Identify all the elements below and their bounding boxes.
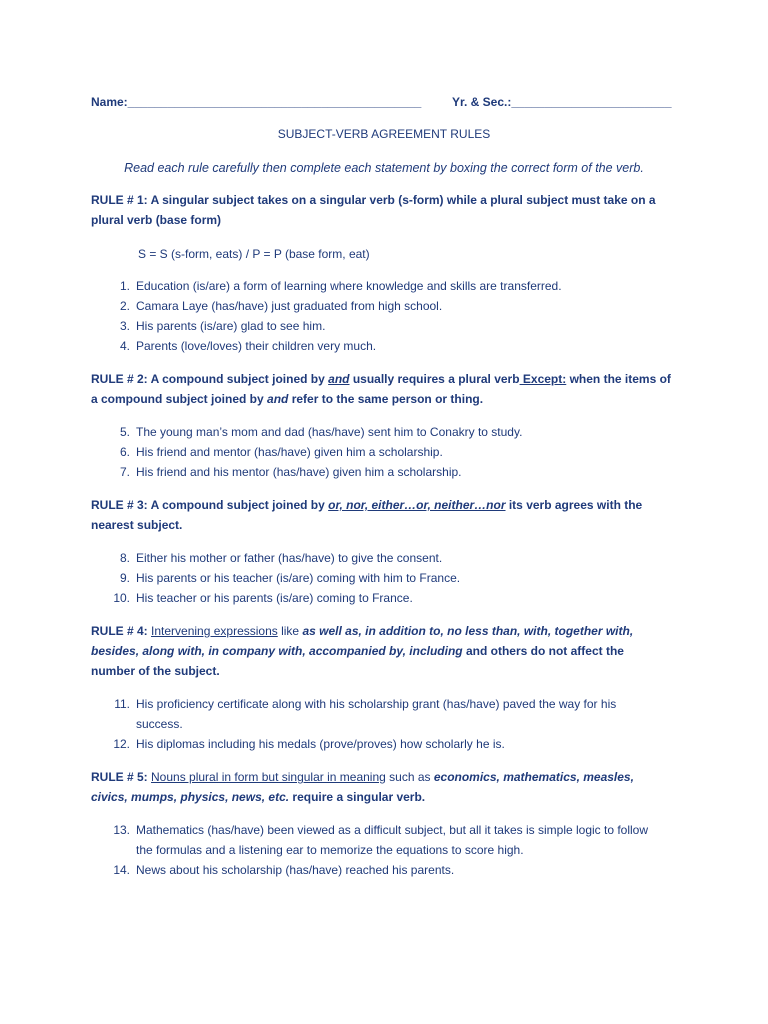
rule-2-prefix: RULE # 2: A compound subject joined by [91,372,329,386]
rule-3-prefix: RULE # 3: A compound subject joined by [91,498,329,512]
rule-5-such-as: such as [385,770,434,784]
rule-4-term: Intervening expressions [151,624,278,638]
item-text: Camara Laye (has/have) just graduated from high school. [136,299,443,313]
item-number: 9. [119,571,130,585]
rule-2-middle2: when the items of a compound subject joined by [91,372,671,406]
item-number: 11. [114,697,130,711]
year-section-field-label: Yr. & Sec.:________________________ [452,95,672,109]
rule-4-prefix: RULE # 4: [91,624,152,638]
item-number: 10. [113,591,130,605]
rule-5-examples: economics, mathematics, measles, civics, mumps, physics, news, etc. [91,770,634,804]
item-number: 4. [119,339,130,353]
item-text: His friend and mentor (has/have) given him a scholarship. [136,445,443,459]
item-text: The young man’s mom and dad (has/have) sent him to Conakry to study. [136,425,523,439]
item-text: His parents (is/are) glad to see him. [136,319,326,333]
rule-2-middle: usually requires a plural verb [349,372,520,386]
rule-4-like: like [277,624,303,638]
item-number: 8. [119,551,130,565]
rule-1-formula: S = S (s-form, eats) / P = P (base form, eat) [138,247,370,261]
rule-5-prefix: RULE # 5: [91,770,152,784]
rule-1-text: RULE # 1: A singular subject takes on a singular verb (s-form) while a plural subject must take on a plural verb (base form) [91,193,656,227]
instructions: Read each rule carefully then complete each statement by boxing the correct form of the verb. [124,161,644,175]
page-title: SUBJECT-VERB AGREEMENT RULES [277,127,491,141]
item-text: His proficiency certificate along with his scholarship grant (has/have) paved the way for his success. [136,697,617,731]
item-text: Parents (love/loves) their children very much. [136,339,377,353]
item-text: His friend and his mentor (has/have) given him a scholarship. [136,465,462,479]
item-number: 12. [113,737,130,751]
rule-2-except: Except: [519,372,567,386]
rule-3-suffix: its verb agrees with the nearest subject. [91,498,643,532]
rule-2-suffix: refer to the same person or thing. [288,392,484,406]
rule-5-suffix: require a singular verb. [289,790,426,804]
item-number: 1. [119,279,130,293]
rule-5-text [91,767,671,807]
item-text: His teacher or his parents (is/are) coming to France. [136,591,413,605]
item-number: 2. [119,299,130,313]
item-number: 7. [119,465,130,479]
item-number: 13. [113,823,130,837]
rule-2-and-italic: and [267,392,289,406]
item-number: 14. [113,863,130,877]
rule-2-text [91,369,671,409]
item-number: 6. [119,445,130,459]
rule-4-examples: as well as, in addition to, no less than, with, together with, besides, along with, in company with, accompanied by, including [91,624,634,658]
rule-4-text [91,621,671,681]
item-text: His parents or his teacher (is/are) coming with him to France. [136,571,461,585]
item-text: His diplomas including his medals (prove/proves) how scholarly he is. [136,737,505,751]
item-number: 3. [119,319,130,333]
name-field-label: Name:____________________________________________ [91,95,422,109]
rule-2-and-emphasis: and [328,372,350,386]
rule-4-suffix: and others do not affect the number of the subject. [91,644,624,678]
rule-3-conjunctions: or, nor, either…or, neither…nor [328,498,506,512]
item-text: Either his mother or father (has/have) to give the consent. [136,551,443,565]
item-text: Mathematics (has/have) been viewed as a difficult subject, but all it takes is simple logic to follow the formulas and a listening ear to memorize the equations to score high. [136,823,649,857]
item-text: News about his scholarship (has/have) reached his parents. [136,863,455,877]
item-number: 5. [119,425,130,439]
rule-5-term: Nouns plural in form but singular in meaning [151,770,386,784]
item-text: Education (is/are) a form of learning where knowledge and skills are transferred. [136,279,562,293]
rule-3-text [91,495,671,535]
